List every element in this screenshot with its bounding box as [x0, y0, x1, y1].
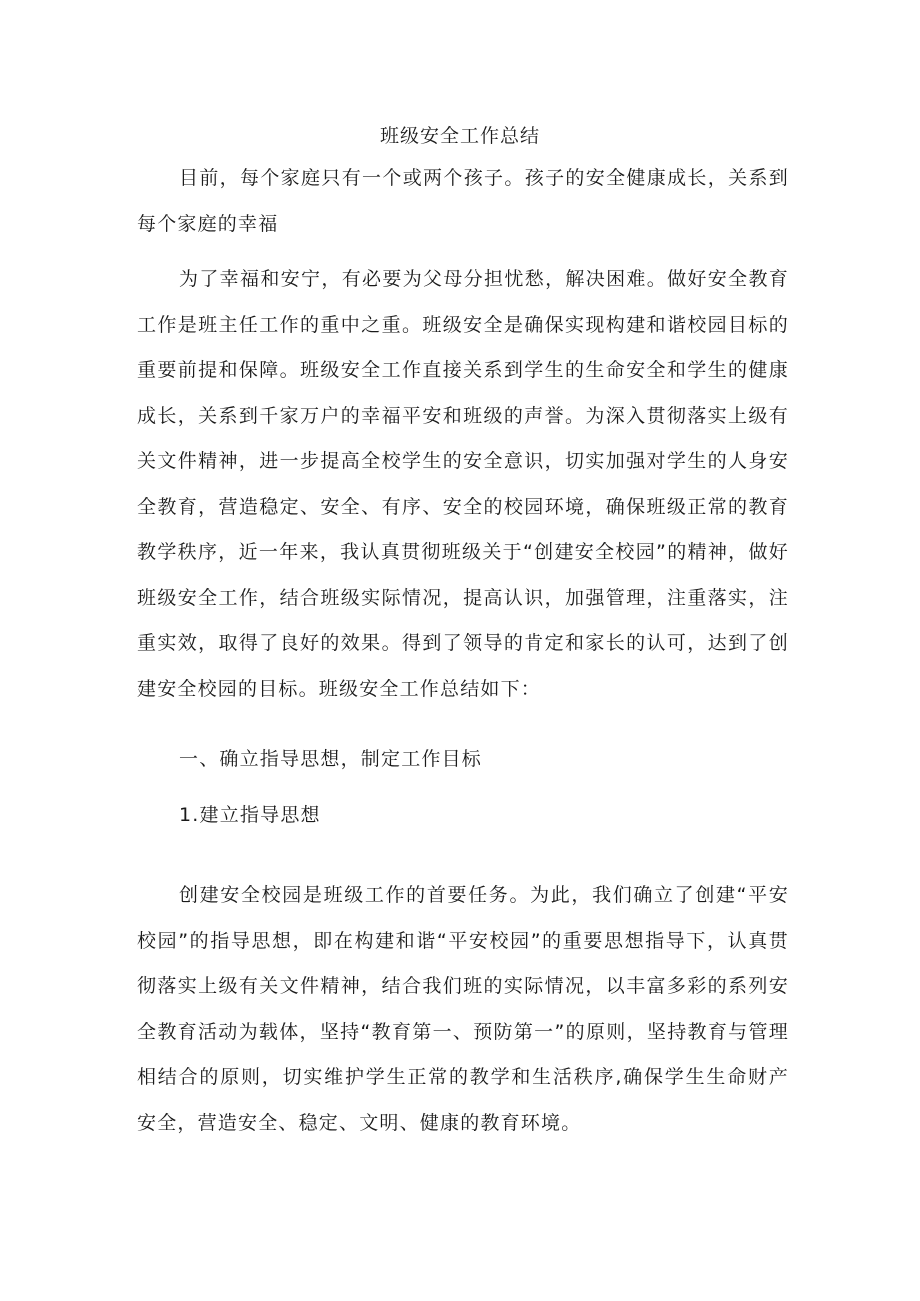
section-paragraph: 创建安全校园是班级工作的首要任务。为此，我们确立了创建“平安校园”的指导思想，即在构建和谐“平安校园”的重要思想指导下，认真贯彻落实上级有关文件精神，结合我们班的实际情况，以丰富多彩的系列安全教育活动为载体，坚持“教育第一、预防第一”的原则，坚持教育与管理相结合的原则，切实维护学生正常的教学和生活秩序,确保学生生命财产安全，营造安全、稳定、文明、健康的教育环境。 — [137, 884, 789, 1134]
document-title: 班级安全工作总结 — [379, 125, 540, 147]
section-heading: 一、确立指导思想，制定工作目标 — [179, 748, 483, 770]
body-paragraph: 为了幸福和安宁，有必要为父母分担忧愁，解决困难。做好安全教育工作是班主任工作的重中之重。班级安全是确保实现构建和谐校园目标的重要前提和保障。班级安全工作直接关系到学生的生命安全和学生的健康成长，关系到千家万户的幸福平安和班级的声誉。为深入贯彻落实上级有关文件精神，进一步提高全校学生的安全意识，切实加强对学生的人身安全教育，营造稳定、安全、有序、安全的校园环境，确保班级正常的教育教学秩序，近一年来，我认真贯彻班级关于“创建安全校园”的精神，做好班级安全工作，结合班级实际情况，提高认识，加强管理，注重落实，注重实效，取得了良好的效果。得到了领导的肯定和家长的认可，达到了创建安全校园的目标。班级安全工作总结如下： — [137, 268, 789, 700]
intro-paragraph: 目前，每个家庭只有一个或两个孩子。孩子的安全健康成长，关系到每个家庭的幸福 — [137, 167, 789, 235]
subsection-heading: 1.建立指导思想 — [179, 804, 321, 826]
